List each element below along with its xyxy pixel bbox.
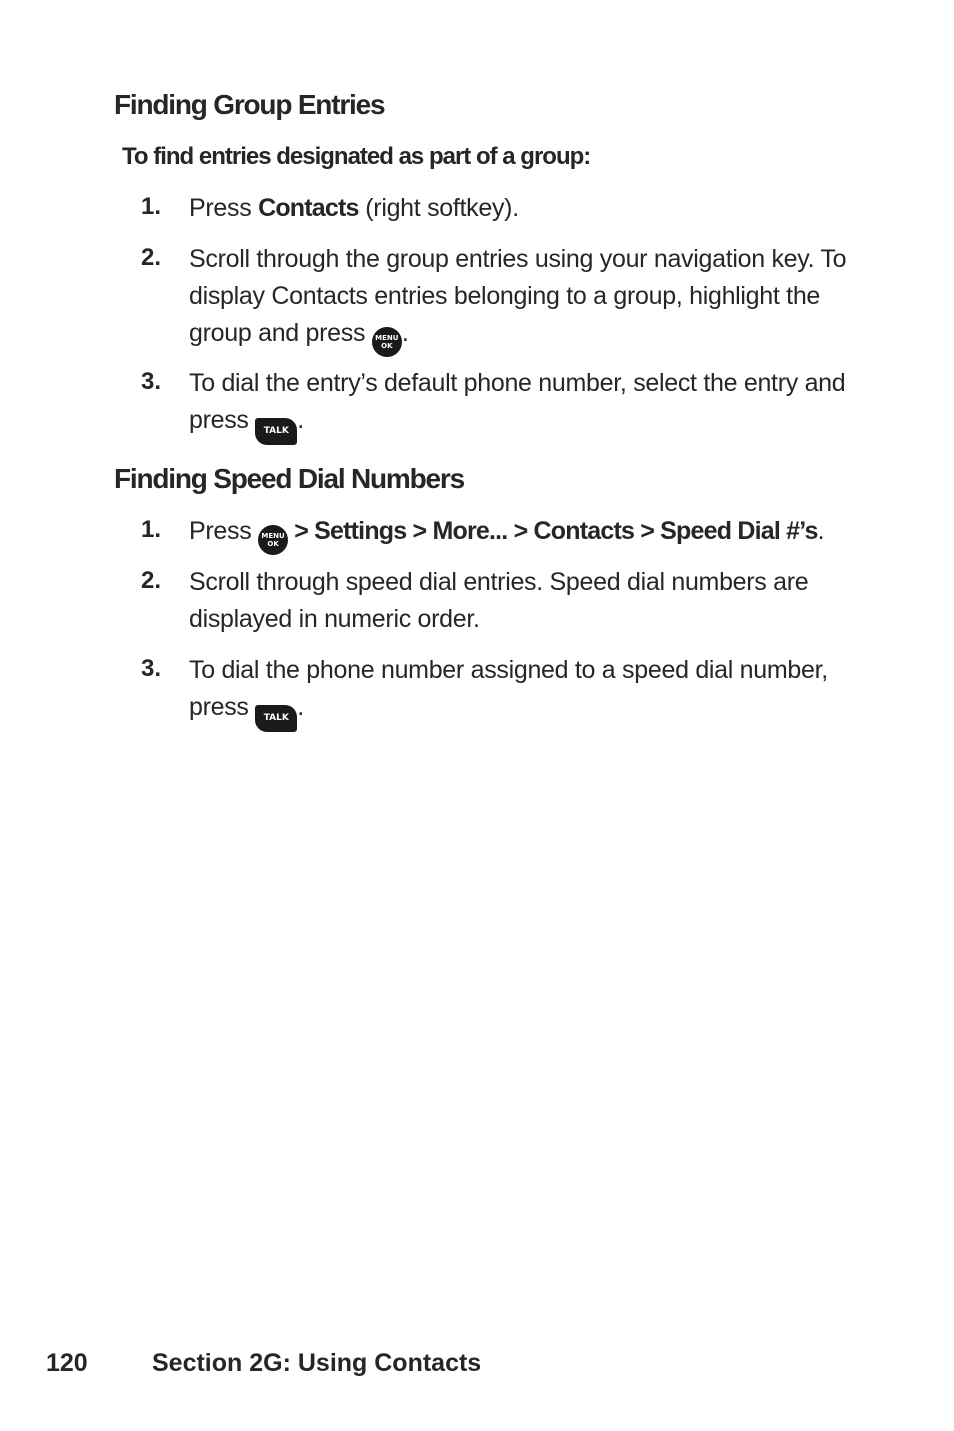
talk-key-icon: TALK — [255, 418, 297, 445]
step-number: 2. — [141, 567, 162, 594]
step-number: 3. — [141, 368, 162, 395]
menu-ok-key-icon: MENU OK — [258, 525, 288, 555]
talk-key-icon: TALK — [255, 705, 297, 732]
menu-ok-key-icon: MENU OK — [372, 327, 402, 357]
step-text: Press Contacts (right softkey). — [189, 194, 519, 222]
step-number: 3. — [141, 655, 162, 682]
heading-finding-group-entries: Finding Group Entries — [114, 89, 385, 120]
step-text: To dial the entry’s default phone number, select the entry and press TALK . — [189, 365, 849, 445]
menu-path: > Settings > More... > Contacts > Speed Dial #’s — [288, 517, 818, 545]
step-text: To dial the phone number assigned to a speed dial number, press TALK . — [189, 652, 849, 732]
section-title: Section 2G: Using Contacts — [152, 1349, 482, 1377]
step-number: 1. — [141, 193, 162, 220]
step-number: 2. — [141, 244, 162, 271]
intro-group-entries: To find entries designated as part of a group: — [122, 143, 591, 170]
step-text: Press MENU OK > Settings > More... > Contacts > Speed Dial #’s. — [189, 513, 849, 555]
step-text: Scroll through speed dial entries. Speed dial numbers are displayed in numeric order. — [189, 568, 809, 633]
step-text: Scroll through the group entries using your navigation key. To display Contacts entries belonging to a group, highlight the group and press MENU OK . — [189, 241, 849, 357]
step-number: 1. — [141, 516, 162, 543]
contacts-softkey-label: Contacts — [258, 194, 359, 222]
page-number: 120 — [46, 1349, 88, 1377]
heading-finding-speed-dial: Finding Speed Dial Numbers — [114, 463, 464, 494]
